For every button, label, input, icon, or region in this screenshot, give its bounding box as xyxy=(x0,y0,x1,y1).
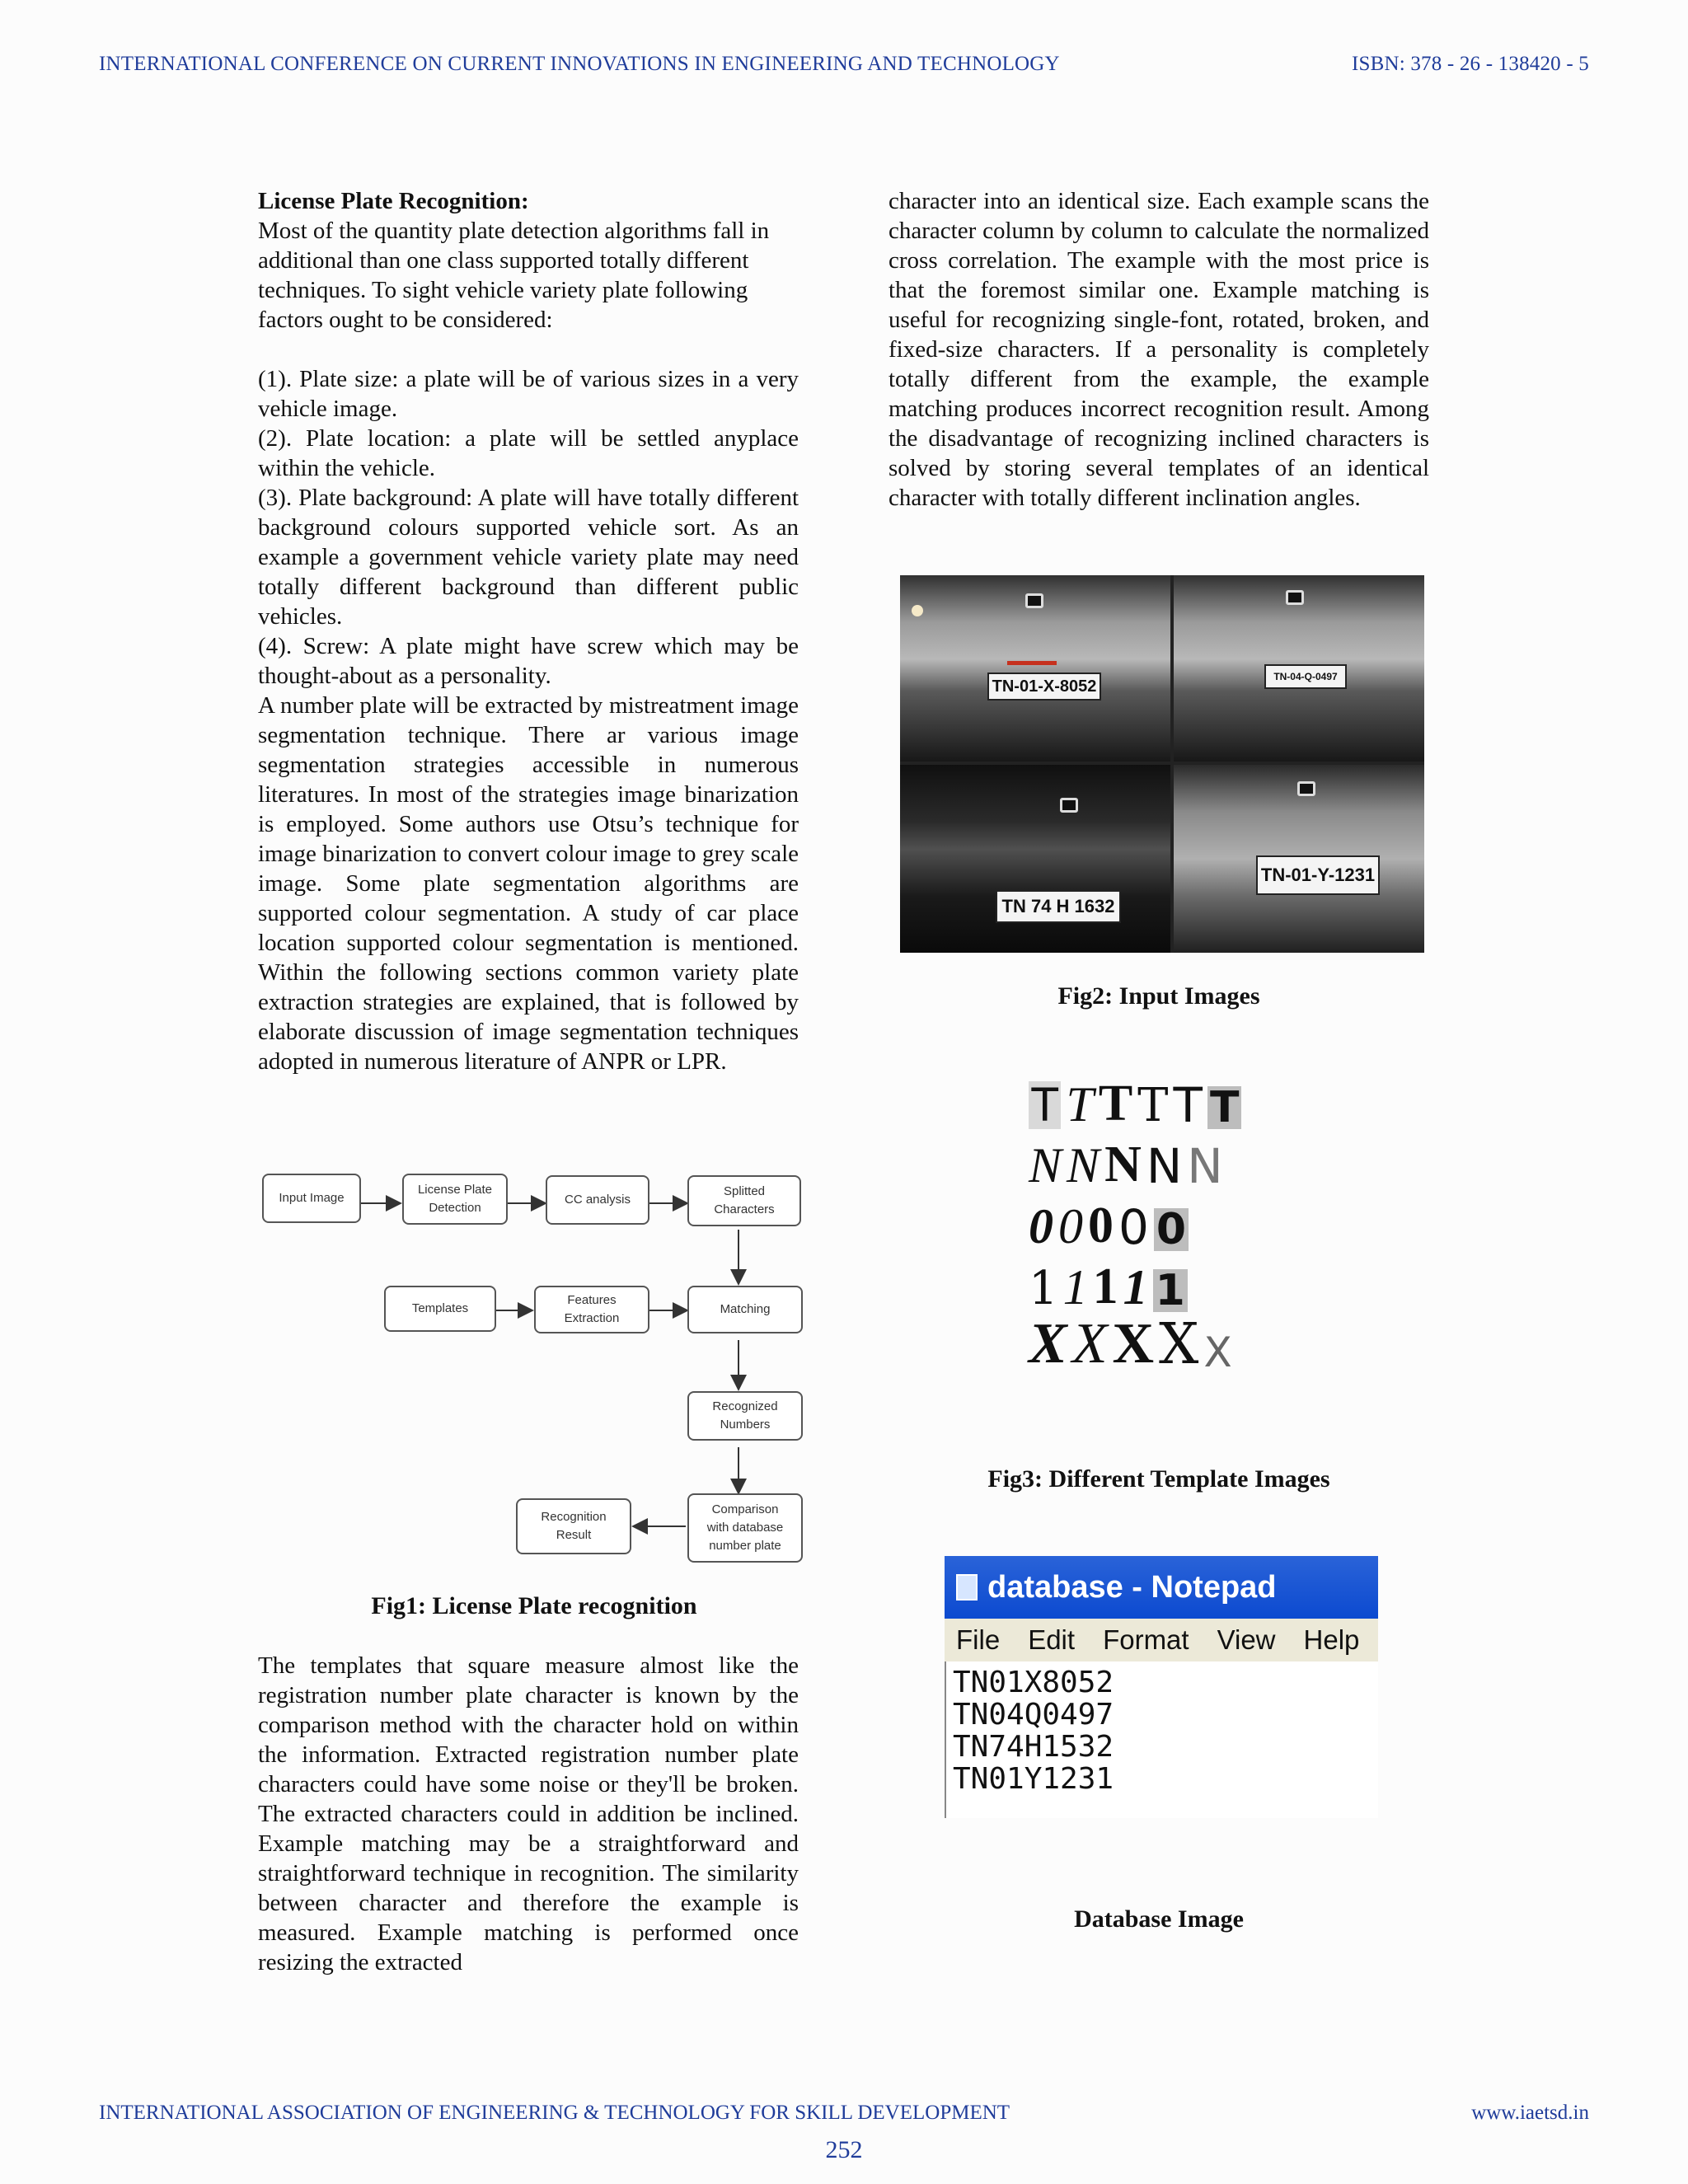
template-glyph: 0 xyxy=(1154,1208,1189,1251)
section-heading: License Plate Recognition: xyxy=(258,188,529,214)
menu-help[interactable]: Help xyxy=(1303,1624,1360,1655)
flow-box-splitted-characters: Splitted Characters xyxy=(687,1175,801,1226)
template-glyph: N xyxy=(1067,1138,1100,1193)
template-glyph: T xyxy=(1098,1076,1133,1132)
template-images-figure xyxy=(1029,1068,1309,1377)
flowchart xyxy=(260,1170,804,1566)
left-column-continued xyxy=(258,1651,799,1977)
template-glyph: 0 xyxy=(1058,1199,1083,1254)
factor-item: (2). Plate location: a plate will be settled anyplace within the vehicle. xyxy=(258,425,799,481)
template-glyph: 1 xyxy=(1092,1258,1118,1315)
right-column xyxy=(889,186,1429,513)
flow-box-recognized-numbers: Recognized Numbers xyxy=(687,1391,803,1441)
template-glyph: X xyxy=(1112,1312,1155,1376)
menu-format[interactable]: Format xyxy=(1103,1624,1189,1655)
car-photo xyxy=(900,765,1170,953)
flow-box-templates: Templates xyxy=(384,1286,496,1332)
template-row xyxy=(1029,1068,1309,1133)
fig2-caption: Fig2: Input Images xyxy=(1057,982,1260,1010)
database-entry: TN04Q0497 xyxy=(953,1698,1114,1732)
running-header-title: INTERNATIONAL CONFERENCE ON CURRENT INNOVATIONS IN ENGINEERING AND TECHNOLOGY xyxy=(99,53,1060,75)
template-glyph: N xyxy=(1029,1138,1062,1193)
flow-box-features-extraction: Features Extraction xyxy=(534,1286,649,1333)
factor-item: (1). Plate size: a plate will be of various sizes in a very vehicle image. xyxy=(258,366,799,422)
template-glyph: X xyxy=(1071,1312,1108,1376)
template-glyph: 0 xyxy=(1118,1199,1149,1255)
license-plate: TN-04-Q-0497 xyxy=(1264,664,1347,689)
menu-view[interactable]: View xyxy=(1217,1624,1276,1655)
database-entry: TN01X8052 xyxy=(953,1666,1114,1699)
intro-paragraph: Most of the quantity plate detection algorithms fall in additional than one class supported totally different techniques. To sight vehicle variety plate following factors ought to be considered: xyxy=(258,218,770,333)
notepad-document-icon xyxy=(956,1574,978,1601)
menu-edit[interactable]: Edit xyxy=(1028,1624,1076,1655)
car-photo xyxy=(900,575,1170,762)
template-glyph: T xyxy=(1173,1077,1203,1133)
flow-box-plate-detection: License Plate Detection xyxy=(402,1174,508,1225)
template-glyph: 0 xyxy=(1029,1199,1053,1254)
database-entry: TN01Y1231 xyxy=(953,1762,1114,1796)
template-glyph: N xyxy=(1146,1138,1183,1194)
flow-box-recognition-result: Recognition Result xyxy=(516,1498,631,1554)
template-glyph: T xyxy=(1207,1086,1241,1129)
template-row xyxy=(1029,1129,1309,1194)
running-footer-association: INTERNATIONAL ASSOCIATION OF ENGINEERING & TECHNOLOGY FOR SKILL DEVELOPMENT xyxy=(99,2102,1010,2124)
database-caption: Database Image xyxy=(1074,1905,1244,1933)
page-number: 252 xyxy=(825,2136,863,2163)
notepad-window xyxy=(945,1556,1378,1818)
database-entry: TN74H1532 xyxy=(953,1730,1114,1764)
notepad-title: database - Notepad xyxy=(987,1569,1277,1605)
template-glyph: 1 xyxy=(1029,1262,1058,1315)
left-column xyxy=(258,186,799,1076)
template-glyph: N xyxy=(1104,1137,1142,1193)
input-images-figure xyxy=(900,575,1424,953)
notepad-title-bar xyxy=(945,1556,1378,1619)
notepad-text-area[interactable] xyxy=(945,1661,1378,1818)
fig1-caption: Fig1: License Plate recognition xyxy=(371,1592,697,1619)
flow-box-matching: Matching xyxy=(687,1286,803,1333)
body-paragraph: The templates that square measure almost like the registration number plate character is known by the comparison method with the character hold on within the information. Extracted registration number plate characters could have some noise or they'll be broken. The extracted characters could in addition be inclined. Example matching may be a straightforward and straightforward technique in recognition. The similarity between character and therefore the example is measured. Example matching is performed once resizing the extracted xyxy=(258,1652,799,1975)
menu-file[interactable]: File xyxy=(956,1624,1001,1655)
template-glyph: 1 xyxy=(1153,1269,1188,1312)
template-row xyxy=(1029,1251,1309,1315)
template-glyph: X xyxy=(1203,1329,1232,1376)
body-paragraph: character into an identical size. Each example scans the character column by column to calculate the normalized cross correlation. The example with the most price is that the foremost similar one. Example matching is useful for recognizing single-font, rotated, broken, and fixed-size characters. If a personality is completely totally different from the example, the example matching produces incorrect recognition result. Among the disadvantage of recognizing inclined characters is solved by storing several templates of an identical character with totally different inclination angles. xyxy=(889,188,1429,511)
template-glyph: T xyxy=(1030,1078,1060,1132)
running-footer-url[interactable]: www.iaetsd.in xyxy=(1471,2102,1589,2124)
flow-box-comparison-database: Comparison with database number plate xyxy=(687,1493,803,1563)
license-plate: TN-01-X-8052 xyxy=(987,673,1101,701)
template-glyph: X xyxy=(1029,1312,1067,1376)
fig3-caption: Fig3: Different Template Images xyxy=(987,1465,1330,1493)
template-glyph: N xyxy=(1187,1138,1223,1194)
factor-item: (3). Plate background: A plate will have totally different background colours supported vehicle sort. As an example a government vehicle variety plate may need totally different background than different public vehicles. xyxy=(258,485,799,630)
flow-box-input-image: Input Image xyxy=(262,1174,361,1223)
template-row xyxy=(1029,1312,1309,1377)
car-photo xyxy=(1174,575,1424,762)
template-row xyxy=(1029,1190,1309,1255)
template-glyph: 0 xyxy=(1088,1197,1114,1254)
flow-box-cc-analysis: CC analysis xyxy=(546,1175,649,1225)
license-plate: TN-01-Y-1231 xyxy=(1256,855,1380,895)
body-paragraph: A number plate will be extracted by mistreatment image segmentation technique. There ar various image segmentation strategies accessible in numerous literatures. In most of the strategies image binarization is employed. Some authors use Otsu’s technique for image binarization to convert colour image to grey scale image. Some plate segmentation algorithms are supported colour segmentation. A study of car place location supported colour segmentation is mentioned. Within the following sections common variety plate extraction strategies are explained, that is followed by elaborate discussion of image segmentation techniques adopted in numerous literature of ANPR or LPR. xyxy=(258,692,799,1075)
template-glyph: X xyxy=(1159,1312,1199,1377)
notepad-menu-bar xyxy=(945,1619,1378,1661)
template-glyph: T xyxy=(1066,1077,1094,1132)
template-glyph: 1 xyxy=(1062,1260,1088,1315)
license-plate: TN 74 H 1632 xyxy=(996,890,1121,923)
car-photo xyxy=(1174,765,1424,953)
factor-item: (4). Screw: A plate might have screw which may be thought-about as a personality. xyxy=(258,633,799,689)
template-glyph: 1 xyxy=(1123,1260,1148,1315)
running-header-isbn: ISBN: 378 - 26 - 138420 - 5 xyxy=(1351,53,1589,75)
template-glyph: T xyxy=(1137,1079,1169,1132)
